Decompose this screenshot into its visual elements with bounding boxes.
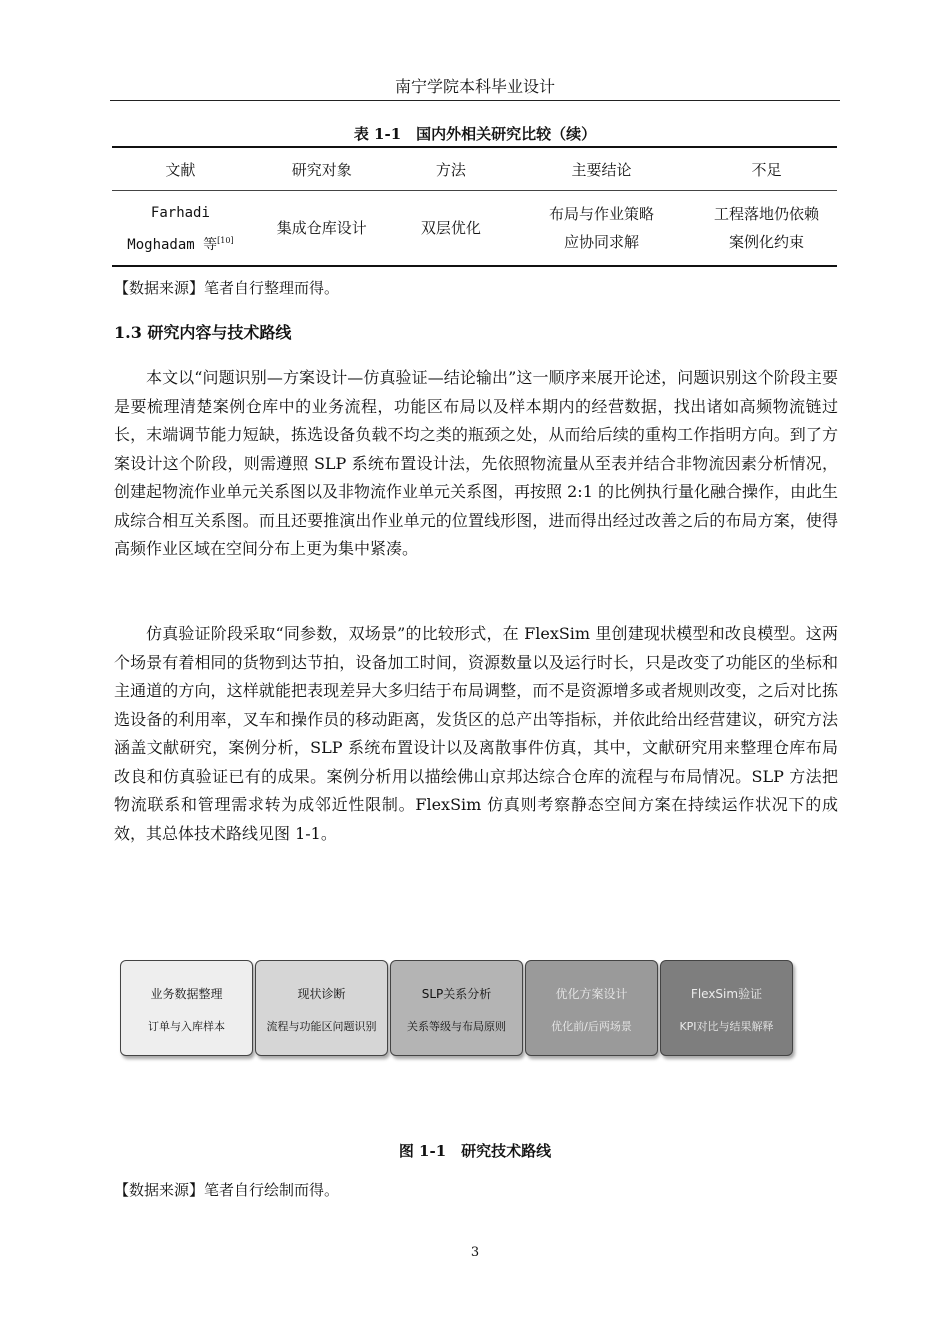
step-business-data (120, 960, 253, 1056)
citation-ref: [10] (217, 235, 234, 245)
figure-source-note: 【数据来源】笔者自行绘制而得。 (114, 1181, 340, 1199)
step-title: FlexSim验证 (690, 987, 763, 1001)
section-title: 1.3 研究内容与技术路线 (114, 323, 292, 342)
cell-object: 集成仓库设计 (249, 191, 395, 267)
step-subtitle: 关系等级与布局原则 (407, 1020, 506, 1033)
paragraph-2: 仿真验证阶段采取“同参数，双场景”的比较形式，在 FlexSim 里创建现状模型和改良模型。这两个场景有着相同的货物到达节拍，设备加工时间，资源数量以及运行时长，只是改变了功能区的坐标和主通道的方向，这样就能把表现差异大多归结于布局调整，而不是资源增多或者规则改变，之后对比拣选设备的利用率，叉车和操作员的移动距离，发货区的总产出等指标，并依此给出经营建议，研究方法涵盖文献研究，案例分析，SLP 系统布置设计以及离散事件仿真，其中，文献研究用来整理仓库布局改良和仿真验证已有的成果。案例分析用以描绘佛山京邦达综合仓库的流程与布局情况。SLP 方法把物流联系和管理需求转为成邻近性限制。FlexSim 仿真则考察静态空间方案在持续运作状况下的成效，其总体技术路线见图 1-1。 (114, 624, 838, 843)
table-row (112, 191, 837, 267)
cell-literature (112, 191, 249, 267)
header-literature: 文献 (112, 147, 249, 191)
cell-conclusion (507, 191, 696, 267)
conclusion-line2: 应协同求解 (564, 233, 640, 251)
shortcoming-line1: 工程落地仍依赖 (714, 205, 820, 223)
paragraph-1: 本文以“问题识别—方案设计—仿真验证—结论输出”这一顺序来展开论述，问题识别这个阶段主要是要梳理清楚案例仓库中的业务流程，功能区布局以及样本期内的经营数据，找出诸如高频物流链过长，末端调节能力短缺，拣选设备负载不均之类的瓶颈之处，从而给后续的重构工作指明方向。到了方案设计这个阶段，则需遵照 SLP 系统布置设计法，先依照物流量从至表并结合非物流因素分析情况，创建起物流作业单元关系图以及非物流作业单元关系图，再按照 2:1 的比例执行量化融合操作，由此生成综合相互关系图。而且还要推演出作业单元的位置线形图，进而得出经过改善之后的布局方案，使得高频作业区域在空间分布上更为集中紧凑。 (114, 368, 838, 558)
step-subtitle: 订单与入库样本 (148, 1020, 225, 1033)
cell-method: 双层优化 (395, 191, 507, 267)
table-header-row (112, 147, 837, 191)
figure-caption: 图 1-1 研究技术路线 (398, 1142, 552, 1160)
step-flexsim-validation (660, 960, 793, 1056)
header-conclusion: 主要结论 (507, 147, 696, 191)
author-line2: Moghadam 等 (127, 236, 218, 253)
author-line1: Farhadi (150, 204, 210, 221)
table-source-note: 【数据来源】笔者自行整理而得。 (114, 279, 340, 297)
comparison-table (112, 146, 837, 267)
step-diagnosis (255, 960, 388, 1056)
page-number: 3 (470, 1245, 480, 1260)
step-title: 优化方案设计 (555, 987, 628, 1001)
step-subtitle: KPI对比与结果解释 (679, 1020, 774, 1033)
page-header: 南宁学院本科毕业设计 (110, 74, 840, 101)
header-shortcoming: 不足 (696, 147, 837, 191)
shortcoming-line2: 案例化约束 (729, 233, 805, 251)
cell-shortcoming (696, 191, 837, 267)
step-slp-analysis (390, 960, 523, 1056)
header-method: 方法 (395, 147, 507, 191)
conclusion-line1: 布局与作业策略 (549, 205, 655, 223)
step-title: 业务数据整理 (150, 987, 223, 1001)
step-optimization-design (525, 960, 658, 1056)
technical-route-diagram (120, 958, 796, 1060)
step-subtitle: 优化前/后两场景 (551, 1020, 632, 1033)
header-object: 研究对象 (249, 147, 395, 191)
step-title: 现状诊断 (297, 987, 346, 1001)
step-subtitle: 流程与功能区问题识别 (266, 1020, 377, 1033)
table-caption: 表 1-1 国内外相关研究比较（续） (353, 125, 597, 143)
step-title: SLP关系分析 (421, 987, 492, 1001)
